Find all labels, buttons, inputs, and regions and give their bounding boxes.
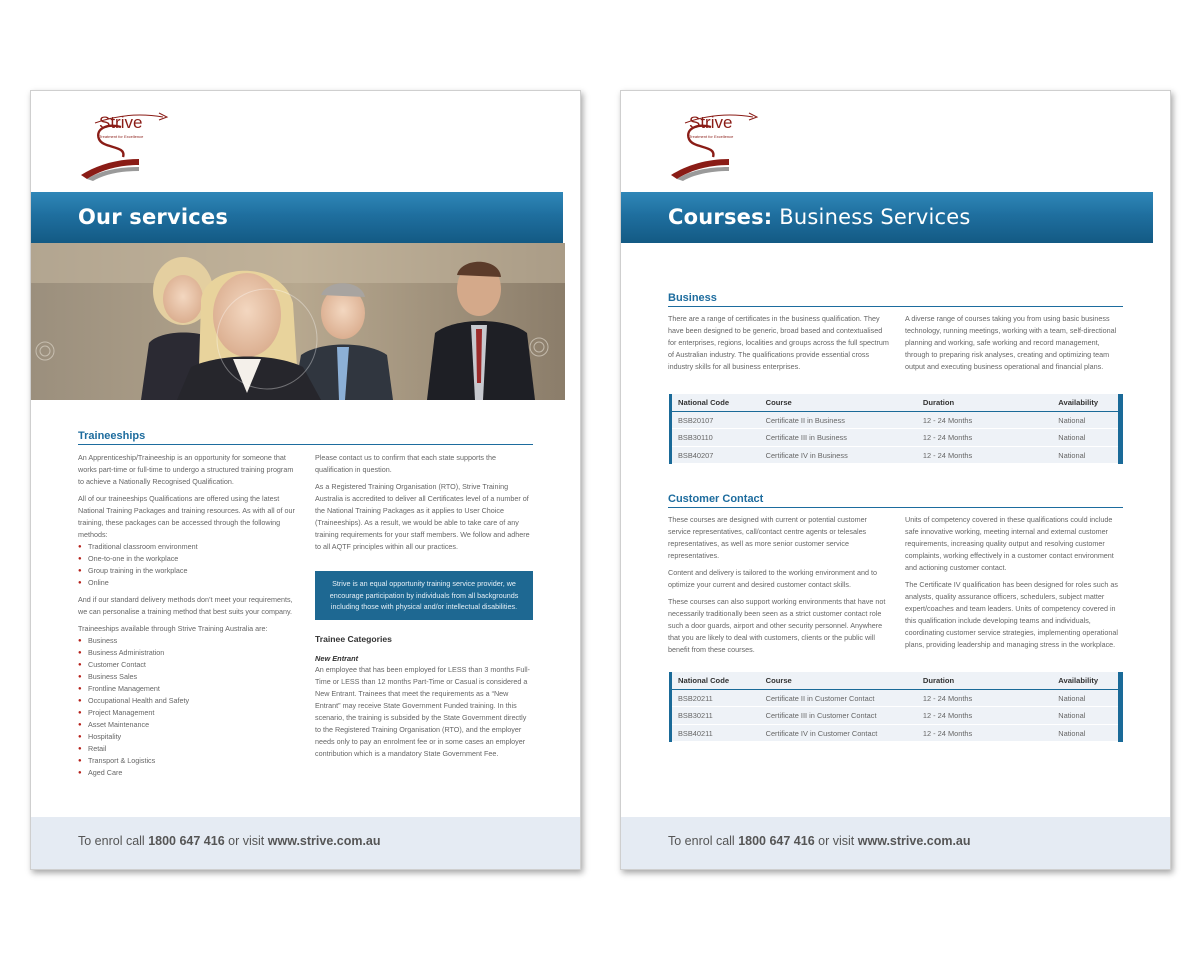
traineeships-intro: An Apprenticeship/Traineeship is an opportunity for someone that works part-time or full-time to undergo a structured training program to achieve a Nationally Recognised Qualification. — [78, 453, 294, 486]
footer-url: www.strive.com.au — [857, 834, 971, 848]
col-header-duration: Duration — [922, 398, 955, 407]
cell-availability: National — [1058, 711, 1086, 721]
cell-duration: 12 - 24 Months — [922, 416, 973, 425]
cell-course: Certificate IV in Customer Contact — [765, 728, 878, 738]
col-header-code: National Code — [678, 676, 730, 685]
col-header-course: Course — [765, 398, 792, 407]
logo-tagline: Treatment for Excellence — [99, 134, 144, 139]
traineeships-right-column — [315, 452, 533, 558]
list-item: ● Transport & Logistics — [78, 755, 300, 767]
list-item: ● Retail — [78, 743, 300, 755]
cell-duration: 12 - 24 Months — [922, 711, 973, 721]
col-header-code: National Code — [678, 398, 730, 407]
customer-contact-delivery: Content and delivery is tailored to the working environment and to optimize your current and desired customer contact skills. — [668, 568, 877, 589]
footer-prefix: To enrol call — [668, 834, 735, 848]
list-item: ● Group training in the workplace — [78, 565, 300, 577]
table-header-row — [672, 394, 1118, 412]
cell-code: BSB20211 — [678, 694, 713, 703]
table-row — [672, 725, 1118, 742]
traineeships-left-column — [78, 452, 300, 779]
customer-contact-units: Units of competency covered in these qualifications could include safe innovative working, meeting internal and external customer requirements, increasing quality output and resolving customer complaints, working effectively in a customer contact environment and actioning customer contact. — [905, 515, 1114, 572]
cell-code: BSB40207 — [678, 450, 714, 460]
cell-duration: 12 - 24 Months — [922, 433, 973, 443]
col-header-course: Course — [765, 676, 792, 685]
footer-middle: or visit — [228, 834, 265, 848]
business-heading: Business — [668, 292, 1123, 307]
customer-contact-cert-iv: The Certificate IV qualification has been designed for roles such as analysts, quality assurance officers, schedulers, subject matter expert/coaches and team leaders. Units of competency covered in this qualification include developing teams and individuals, coordinating customer service strategies, implementing operational plans, providing leadership and managing stress in the workplace. — [905, 580, 1118, 649]
business-left-text: There are a range of certificates in the business qualification. They have been designed to be generic, broad based and contextualised for enterprises, regions, localities and groups across the full spectrum of Australian industry. The qualifications provide essential cross industry skills for all business enterprises. — [668, 314, 889, 371]
traineeships-heading: Traineeships — [78, 430, 533, 445]
footer-prefix: To enrol call — [78, 834, 145, 848]
cell-code: BSB30110 — [678, 433, 713, 443]
traineeships-available-intro: Traineeships available through Strive Training Australia are: — [78, 624, 268, 633]
new-entrant-text: An employee that has been employed for LESS than 3 months Full-Time or LESS than 12 months Part-Time or Casual is considered a New Entrant. Trainees that meet the requirements as a “New Entrant” may receive State Government Funded training. In this scenario, the training is subsided by the State Government directly to the Registered Training Organisation (RTO), and the employer needs only to pay an enrolment fee or in some cases an employer contribution which is a mandatory State Government Fee. — [315, 665, 530, 758]
customer-contact-right-column — [905, 514, 1125, 656]
cell-course: Certificate II in Customer Contact — [765, 694, 875, 703]
page-title-light: Business Services — [779, 205, 971, 229]
logo-tagline: Treatment for Excellence — [689, 134, 734, 139]
table-row — [672, 429, 1118, 446]
business-courses-table — [669, 394, 1123, 464]
traineeships-packages-text: All of our traineeships Qualifications are offered using the latest National Training Packages and training resources. As with all of our training, these packages can be accessed through the following methods: — [78, 494, 295, 539]
list-item: ● Aged Care — [78, 767, 300, 779]
enrol-footer — [31, 817, 580, 869]
list-item: ● Business — [78, 635, 300, 647]
rto-text: As a Registered Training Organisation (RTO), Strive Training Australia is accredited to deliver all Certificates level of a number of the National Training Packages as it applies to User Choice (Traineeships). As a result, we would be able to take care of any training requirements for your staff members. We follow and adhere to all AQTF principles within all our practices. — [315, 482, 530, 551]
page-title-banner — [31, 192, 563, 243]
cell-course: Certificate III in Customer Contact — [765, 711, 877, 721]
cell-availability: National — [1058, 694, 1086, 703]
brochure-page-courses — [620, 90, 1171, 870]
list-item: ● Occupational Health and Safety — [78, 695, 300, 707]
list-item: ● Traditional classroom environment — [78, 541, 300, 553]
footer-phone: 1800 647 416 — [148, 834, 225, 848]
customer-contact-heading: Customer Contact — [668, 493, 1123, 508]
page-title-bold: Courses: — [668, 205, 773, 229]
list-item: ● Customer Contact — [78, 659, 300, 671]
traineeships-personalise-text: And if our standard delivery methods don’t meet your requirements, we can personalise a training method that best suits your company. — [78, 595, 293, 616]
col-header-duration: Duration — [922, 676, 955, 685]
business-right-text: A diverse range of courses taking you from using basic business technology, running meetings, working with a team, self-directional planning and working, safe working and record management, through to preparing risk analyses, creating and optimizing team output and executing business operational and financial plans. — [905, 314, 1117, 371]
cell-duration: 12 - 24 Months — [922, 728, 973, 738]
brochure-page-our-services — [30, 90, 581, 870]
cell-code: BSB40211 — [678, 728, 713, 738]
footer-phone: 1800 647 416 — [738, 834, 815, 848]
table-row — [672, 690, 1118, 707]
customer-contact-left-column — [668, 514, 890, 661]
col-header-availability: Availability — [1058, 676, 1099, 685]
logo-text: Strive — [99, 113, 143, 132]
list-item: ● Online — [78, 577, 300, 589]
business-team-photo — [31, 243, 565, 400]
list-item: ● Business Administration — [78, 647, 300, 659]
page-title-banner — [621, 192, 1153, 243]
state-support-text: Please contact us to confirm that each state supports the qualification in question. — [315, 453, 496, 474]
cell-course: Certificate II in Business — [765, 416, 845, 425]
table-row — [672, 412, 1118, 429]
equal-opportunity-callout: Strive is an equal opportunity training service provider, we encourage participation by individuals from all backgrounds including those with physical and/or intellectual disabilities. — [315, 571, 533, 620]
table-header-row — [672, 672, 1118, 690]
customer-contact-courses-table — [669, 672, 1123, 742]
enrol-footer — [621, 817, 1170, 869]
cell-availability: National — [1058, 433, 1086, 443]
customer-contact-support: These courses can also support working environments that have not necessarily traditionally been seen as a strict customer contact role such a door guards, airport and other security personnel. Anywhere that you are likely to deal with customers, clients or the public will benefit from these courses. — [668, 597, 886, 654]
cell-course: Certificate IV in Business — [765, 450, 848, 460]
list-item: ● Project Management — [78, 707, 300, 719]
cell-duration: 12 - 24 Months — [922, 450, 973, 460]
page-title: Our services — [78, 205, 229, 229]
cell-availability: National — [1058, 450, 1086, 460]
delivery-methods-list — [78, 541, 300, 589]
table-row — [672, 447, 1118, 464]
logo-text: Strive — [689, 113, 733, 132]
available-traineeships-list — [78, 635, 300, 779]
list-item: ● One-to-one in the workplace — [78, 553, 300, 565]
cell-availability: National — [1058, 416, 1086, 425]
customer-contact-intro: These courses are designed with current or potential customer service representatives, call/contact centre agents or telesales representatives, as well as more senior customer service representatives. — [668, 515, 867, 560]
footer-middle: or visit — [818, 834, 855, 848]
list-item: ● Frontline Management — [78, 683, 300, 695]
list-item: ● Hospitality — [78, 731, 300, 743]
trainee-categories-heading: Trainee Categories — [315, 634, 392, 644]
list-item: ● Business Sales — [78, 671, 300, 683]
table-row — [672, 707, 1118, 724]
cell-code: BSB20107 — [678, 416, 714, 425]
cell-availability: National — [1058, 728, 1086, 738]
footer-url: www.strive.com.au — [267, 834, 381, 848]
cell-duration: 12 - 24 Months — [922, 694, 973, 703]
col-header-availability: Availability — [1058, 398, 1099, 407]
cell-code: BSB30211 — [678, 711, 713, 721]
cell-course: Certificate III in Business — [765, 433, 847, 443]
list-item: ● Asset Maintenance — [78, 719, 300, 731]
new-entrant-heading: New Entrant — [315, 654, 359, 663]
